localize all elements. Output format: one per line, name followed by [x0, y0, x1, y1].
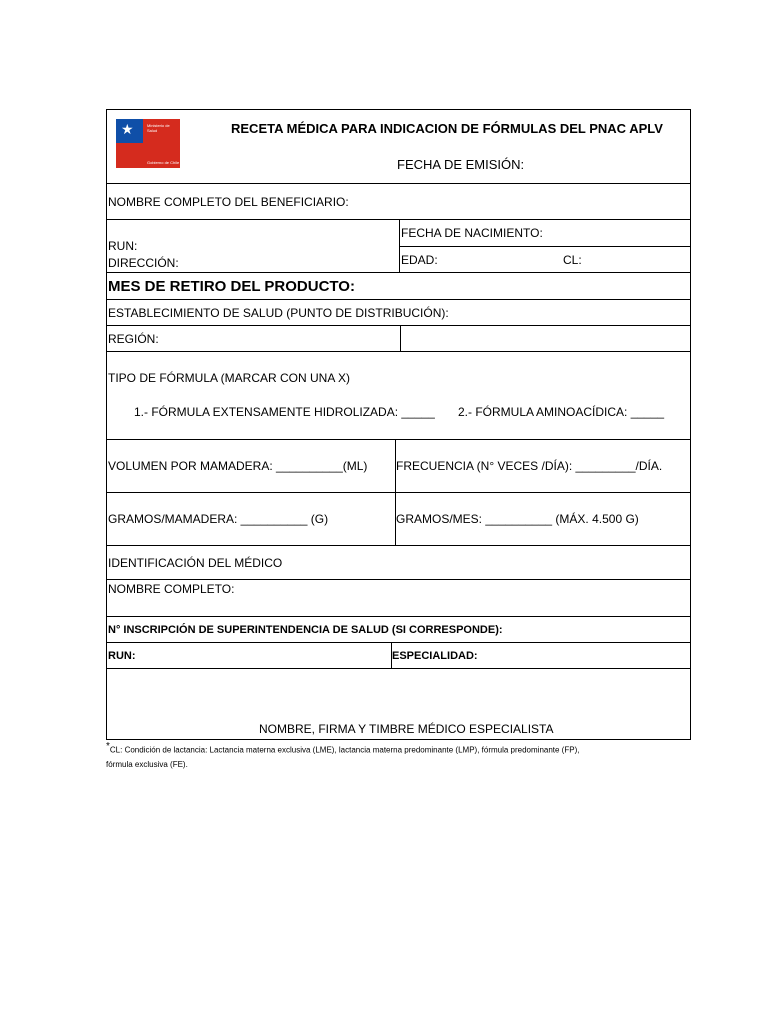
signature-label: NOMBRE, FIRMA Y TIMBRE MÉDICO ESPECIALISTA	[259, 722, 554, 736]
doctor-section-label: IDENTIFICACIÓN DEL MÉDICO	[108, 556, 283, 570]
formula-type-label: TIPO DE FÓRMULA (MARCAR CON UNA X)	[108, 371, 351, 385]
health-facility-row[interactable]	[107, 300, 690, 326]
region-label[interactable]: REGIÓN:	[108, 332, 159, 346]
grams-per-bottle-label[interactable]: GRAMOS/MAMADERA: __________ (G)	[108, 512, 329, 526]
form-header	[107, 110, 690, 184]
volume-per-bottle-label[interactable]: VOLUMEN POR MAMADERA: __________(ML)	[108, 459, 368, 473]
doctor-run-label[interactable]: RUN:	[108, 650, 136, 662]
withdrawal-month-row[interactable]	[107, 273, 690, 300]
health-facility-label: ESTABLECIMIENTO DE SALUD (PUNTO DE DISTRIBUCIÓN):	[108, 306, 449, 320]
prescription-form	[106, 109, 691, 740]
logo-text-ministry: Ministerio de	[147, 123, 170, 128]
withdrawal-month-label: MES DE RETIRO DEL PRODUCTO:	[108, 278, 355, 295]
cl-label[interactable]: CL:	[563, 253, 582, 267]
ministry-logo	[116, 119, 180, 168]
region-row	[107, 326, 690, 352]
divider	[400, 326, 401, 351]
birth-date-label[interactable]: FECHA DE NACIMIENTO:	[401, 226, 543, 240]
doctor-name-label: NOMBRE COMPLETO:	[108, 582, 235, 596]
grams-per-month-label[interactable]: GRAMOS/MES: __________ (MÁX. 4.500 G)	[396, 512, 639, 526]
frequency-label[interactable]: FRECUENCIA (N° VECES /DÍA): _________/DÍA.	[396, 459, 663, 473]
doctor-name-row[interactable]	[107, 580, 690, 617]
formula-type-row	[107, 352, 690, 440]
beneficiary-address-label[interactable]: DIRECCIÓN:	[108, 256, 179, 270]
logo-text-health: Salud	[147, 128, 158, 133]
doctor-section-row	[107, 546, 690, 580]
registration-label: N° INSCRIPCIÓN DE SUPERINTENDENCIA DE SALUD (SI CORRESPONDE):	[108, 624, 503, 636]
logo-text-government: Gobierno de Chile	[147, 160, 180, 165]
formula-option-amino-acid[interactable]: 2.- FÓRMULA AMINOACÍDICA: _____	[458, 405, 665, 419]
footnote-marker: *	[106, 741, 110, 752]
form-title: RECETA MÉDICA PARA INDICACION DE FÓRMULAS DEL PNAC APLV	[231, 121, 663, 136]
beneficiary-details-row	[107, 220, 690, 273]
volume-frequency-row	[107, 440, 690, 493]
footnote	[106, 740, 696, 772]
grams-row	[107, 493, 690, 546]
beneficiary-name-label: NOMBRE COMPLETO DEL BENEFICIARIO:	[108, 195, 349, 209]
formula-option-hydrolyzed[interactable]: 1.- FÓRMULA EXTENSAMENTE HIDROLIZADA: _____	[134, 405, 435, 419]
beneficiary-name-row[interactable]	[107, 184, 690, 220]
divider	[399, 246, 690, 247]
footnote-line-1	[106, 740, 696, 758]
emission-date-label[interactable]: FECHA DE EMISIÓN:	[397, 157, 525, 172]
doctor-run-specialty-row	[107, 643, 690, 669]
star-icon: ★	[121, 121, 134, 137]
signature-row[interactable]	[107, 669, 690, 739]
age-label[interactable]: EDAD:	[401, 253, 438, 267]
beneficiary-run-label[interactable]: RUN:	[108, 239, 138, 253]
footnote-text-1: CL: Condición de lactancia: Lactancia materna exclusiva (LME), lactancia materna predominante (LMP), fórmula predominante (FP),	[109, 745, 580, 755]
registration-row[interactable]	[107, 617, 690, 643]
specialty-label[interactable]: ESPECIALIDAD:	[392, 650, 478, 662]
footnote-line-2: fórmula exclusiva (FE).	[106, 759, 188, 769]
